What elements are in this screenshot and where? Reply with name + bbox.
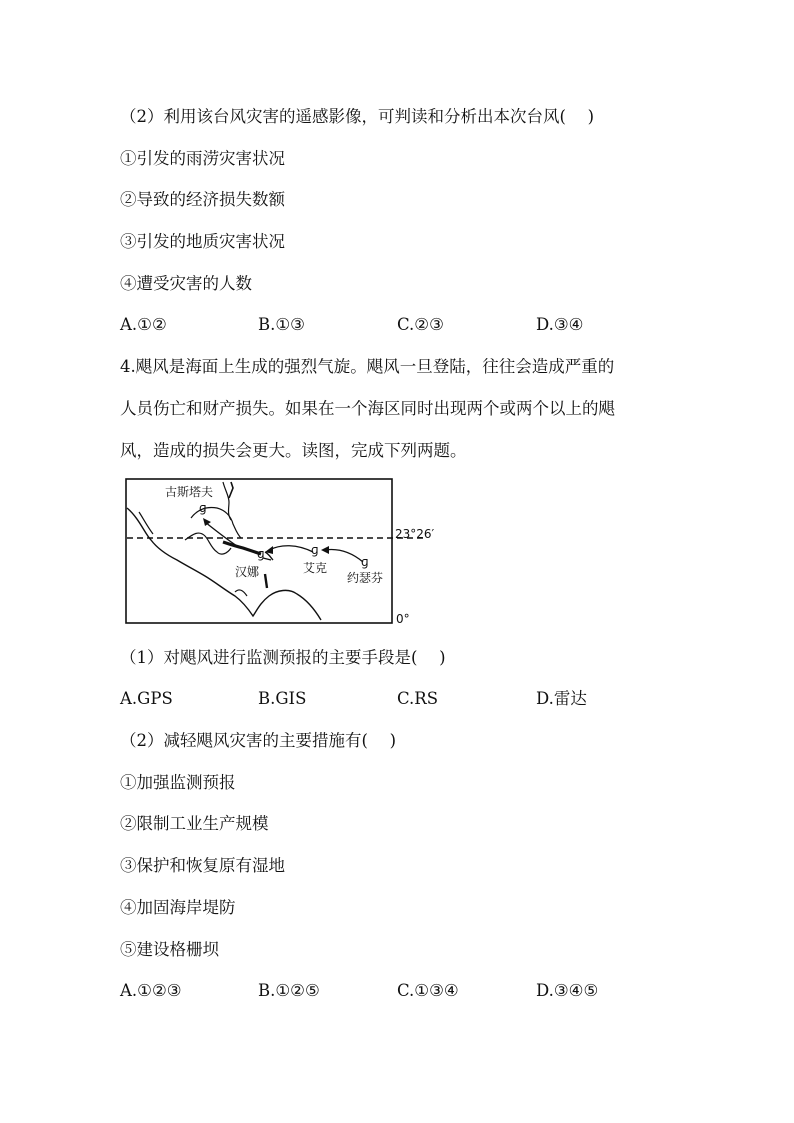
tropic-label: 23°26′ [395,527,435,541]
label-ike: 艾克 [303,561,328,575]
label-gustav: 古斯塔夫 [165,485,214,499]
choice-item: ②限制工业生产规模 [120,814,269,833]
equator-label: 0° [396,612,410,626]
option-a: A.GPS [120,689,173,708]
question-stem: （2）利用该台风灾害的遥感影像，可判读和分析出本次台风( ) [120,107,595,126]
ike-symbol: ɡ [311,543,319,557]
option-c: C.RS [397,689,439,708]
option-c: C.②③ [397,315,444,334]
option-b: B.①③ [258,315,305,334]
question-stem: （2）减轻飓风灾害的主要措施有( ) [120,731,397,750]
option-c: C.①③④ [397,981,459,1000]
josephine-symbol: ɡ [361,555,369,569]
question-intro-line: 4.飓风是海面上生成的强烈气旋。飓风一旦登陆，往往会造成严重的 [120,357,615,376]
option-d: D.③④ [536,315,584,334]
choice-item: ④加固海岸堤防 [120,898,236,917]
option-a: A.①②③ [120,981,182,1000]
gustav-symbol: ɡ [199,501,207,515]
choice-item: ①引发的雨涝灾害状况 [120,149,285,168]
option-b: B.GIS [258,689,307,708]
choice-item: ③保护和恢复原有湿地 [120,856,285,875]
question-stem: （1）对飓风进行监测预报的主要手段是( ) [120,648,446,667]
question-intro-line: 风，造成的损失会更大。读图，完成下列两题。 [120,441,467,460]
choice-item: ④遭受灾害的人数 [120,274,252,293]
label-hanna: 汉娜 [235,565,260,579]
option-a: A.①② [120,315,167,334]
label-josephine: 约瑟芬 [347,571,384,585]
option-d: D.③④⑤ [536,981,599,1000]
choice-item: ①加强监测预报 [120,773,236,792]
option-d: D.雷达 [536,689,587,708]
option-b: B.①②⑤ [258,981,320,1000]
choice-item: ③引发的地质灾害状况 [120,232,285,251]
hurricane-map [125,478,425,624]
question-intro-line: 人员伤亡和财产损失。如果在一个海区同时出现两个或两个以上的飓 [120,399,615,418]
hanna-symbol: ɡ [257,547,265,561]
choice-item: ⑤建设格栅坝 [120,940,219,959]
choice-item: ②导致的经济损失数额 [120,190,285,209]
